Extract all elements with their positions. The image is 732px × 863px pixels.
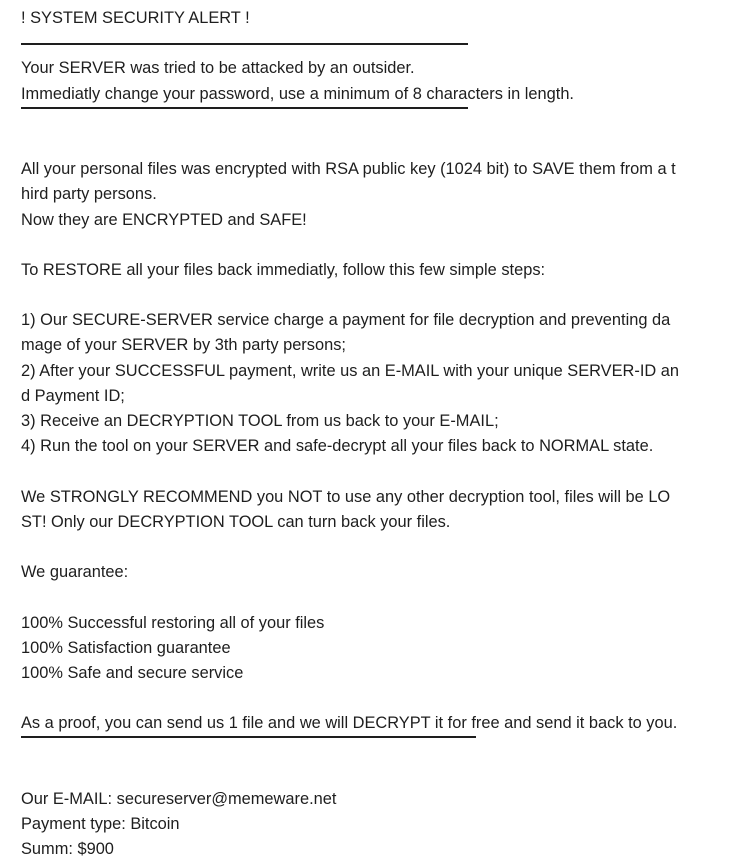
- spacer: [21, 459, 711, 484]
- restore-heading: To RESTORE all your files back immediatly, follow this few simple steps:: [21, 260, 546, 279]
- divider: [21, 736, 711, 761]
- guarantee-heading: We guarantee:: [21, 563, 129, 582]
- step-line: 1) Our SECURE-SERVER service charge a payment for file decryption and preventing da: [21, 311, 671, 330]
- warning-line-2: Immediatly change your password, use a minimum of 8 characters in length.: [21, 84, 574, 103]
- spacer: [21, 283, 711, 308]
- spacer: [21, 686, 711, 711]
- guarantee-item: 100% Successful restoring all of your files: [21, 613, 325, 632]
- step-line: mage of your SERVER by 3th party persons;: [21, 336, 346, 355]
- divider: [21, 31, 711, 56]
- step-line: 3) Receive an DECRYPTION TOOL from us back to your E-MAIL;: [21, 412, 499, 430]
- step-line: 4) Run the tool on your SERVER and safe-decrypt all your files back to NORMAL state.: [21, 437, 654, 456]
- spacer: [21, 132, 711, 157]
- payment-sum: Summ: $900: [21, 840, 114, 859]
- alert-title: ! SYSTEM SECURITY ALERT !: [21, 9, 250, 27]
- intro-line-2: hird party persons.: [21, 185, 157, 204]
- guarantee-item: 100% Satisfaction guarantee: [21, 638, 231, 657]
- spacer: [21, 762, 711, 787]
- proof-line: As a proof, you can send us 1 file and we will DECRYPT it for free and send it back to you.: [21, 714, 678, 733]
- guarantee-item: 100% Safe and secure service: [21, 663, 244, 682]
- intro-line-1: All your personal files was encrypted with RSA public key (1024 bit) to SAVE them from a t: [21, 160, 676, 179]
- recommend-line-2: ST! Only our DECRYPTION TOOL can turn back your files.: [21, 512, 451, 531]
- step-line: d Payment ID;: [21, 386, 125, 405]
- spacer: [21, 585, 711, 610]
- contact-email: Our E-MAIL: secureserver@memeware.net: [21, 789, 337, 808]
- recommend-line-1: We STRONGLY RECOMMEND you NOT to use any other decryption tool, files will be LO: [21, 487, 671, 506]
- spacer: [21, 233, 711, 258]
- payment-type: Payment type: Bitcoin: [21, 815, 180, 833]
- spacer: [21, 535, 711, 560]
- intro-line-3: Now they are ENCRYPTED and SAFE!: [21, 210, 307, 229]
- step-line: 2) After your SUCCESSFUL payment, write us an E-MAIL with your unique SERVER-ID an: [21, 361, 680, 380]
- divider: [21, 107, 711, 132]
- warning-line-1: Your SERVER was tried to be attacked by an outsider.: [21, 59, 415, 78]
